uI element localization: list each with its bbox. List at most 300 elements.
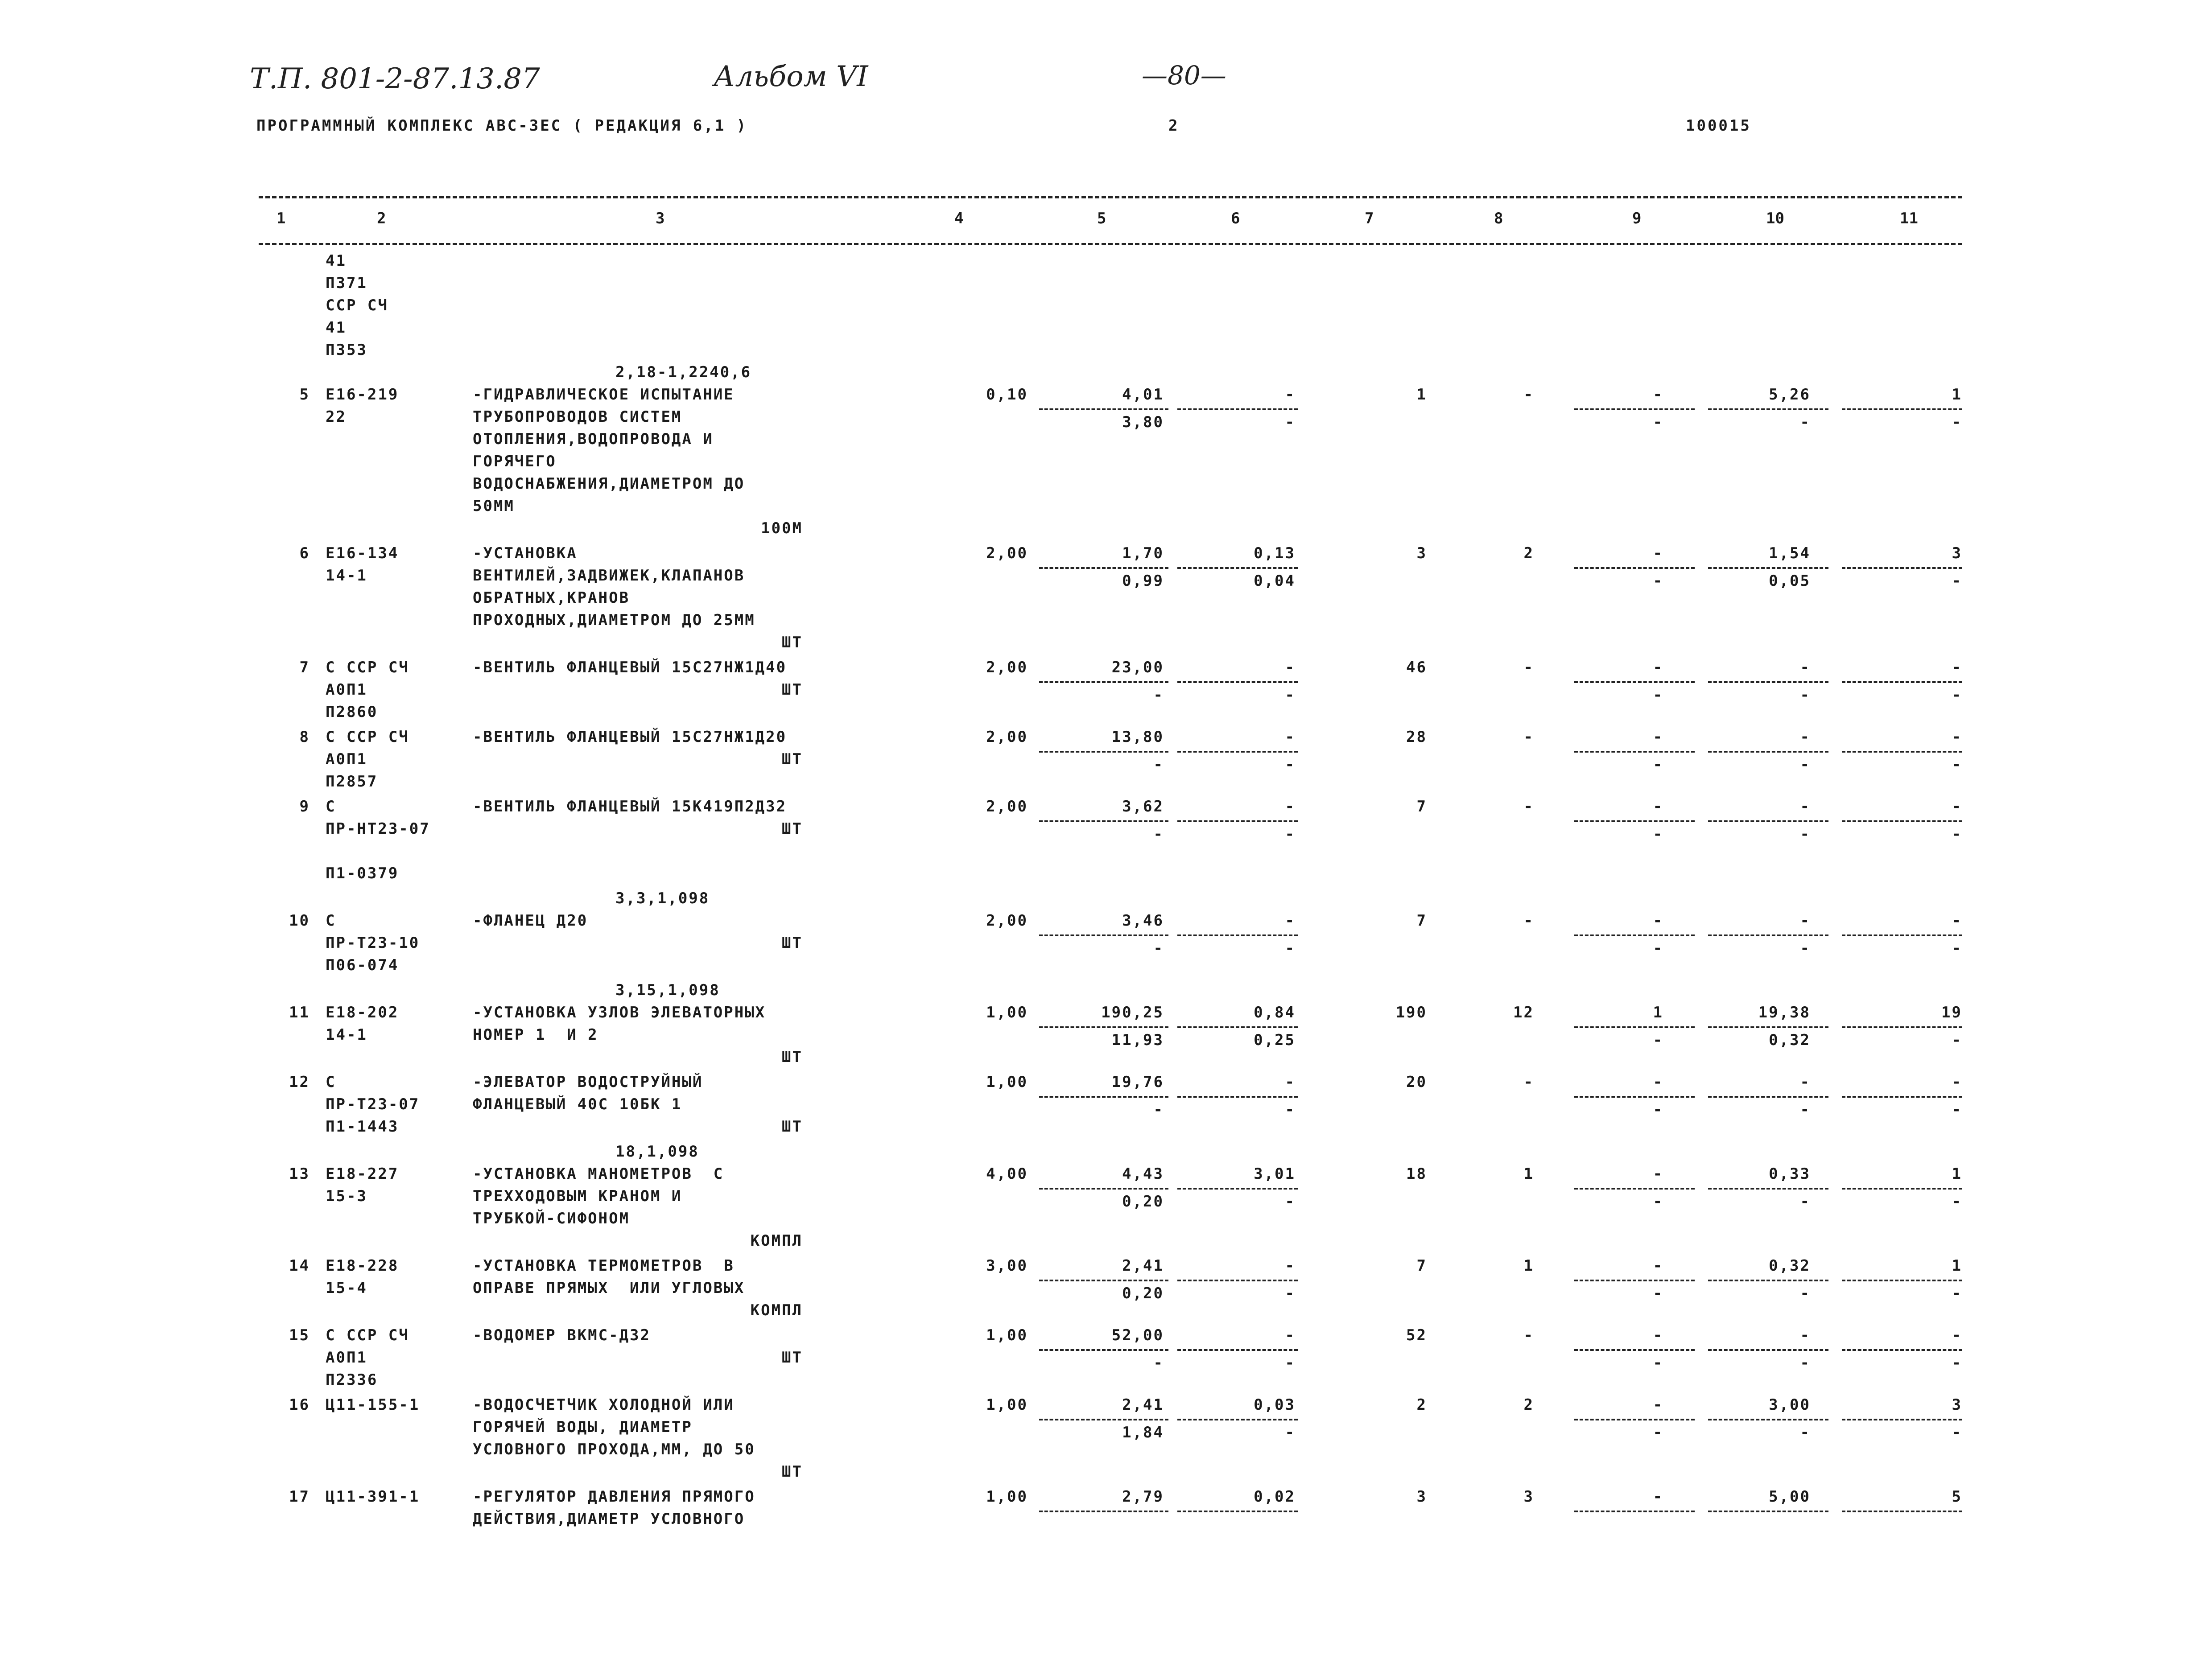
col11-value: -: [1952, 1073, 1962, 1091]
col11-value: 3: [1952, 1396, 1962, 1414]
subtotal-rule: [1177, 751, 1298, 753]
col5-secondary: 3,80: [1122, 413, 1164, 431]
col9-secondary: -: [1653, 1354, 1663, 1372]
continued-line: 41: [326, 319, 347, 337]
col9-secondary: -: [1653, 413, 1663, 431]
subtotal-rule: [1177, 1349, 1298, 1351]
col9-value: -: [1653, 544, 1663, 562]
col4-value: 1,00: [986, 1326, 1028, 1344]
subtotal-rule: [1842, 934, 1962, 936]
row-name: -УСТАНОВКА: [473, 544, 578, 562]
col7-value: 7: [1416, 798, 1427, 815]
subtotal-rule: [1574, 820, 1695, 822]
col8-value: -: [1523, 798, 1534, 815]
row-code: Е16-219: [326, 386, 399, 403]
row-code: П2860: [326, 703, 378, 721]
col9-secondary: -: [1653, 939, 1663, 957]
col4-value: 1,00: [986, 1004, 1028, 1021]
row-number: 13: [289, 1165, 310, 1183]
col10-value: 5,00: [1769, 1488, 1811, 1506]
subtotal-rule: [1708, 1026, 1828, 1028]
col9-value: -: [1653, 659, 1663, 676]
col10-secondary: 0,32: [1769, 1031, 1811, 1049]
row-number: 12: [289, 1073, 310, 1091]
col9-value: -: [1653, 1073, 1663, 1091]
subtotal-rule: [1039, 820, 1168, 822]
subtotal-rule: [1842, 567, 1962, 569]
row-name: УСЛОВНОГО ПРОХОДА,ММ, ДО 50: [473, 1441, 755, 1458]
col6-secondary: -: [1285, 825, 1296, 843]
col7-value: 46: [1406, 659, 1427, 676]
subtotal-rule: [1574, 408, 1695, 410]
col10-value: -: [1800, 1326, 1811, 1344]
col10-value: -: [1800, 728, 1811, 746]
subtotal-rule: [1574, 567, 1695, 569]
subtotal-rule: [1842, 820, 1962, 822]
col8-value: 2: [1523, 1396, 1534, 1414]
col9-secondary: -: [1653, 686, 1663, 704]
col10-value: -: [1800, 912, 1811, 930]
subtotal-rule: [1177, 1511, 1298, 1512]
col6-secondary: -: [1285, 1284, 1296, 1302]
header-bottom-rule: [259, 243, 1962, 245]
col9-secondary: -: [1653, 1284, 1663, 1302]
row-code: П1-1443: [326, 1118, 399, 1136]
subtotal-rule: [1177, 1188, 1298, 1190]
subtotal-rule: [1842, 1026, 1962, 1028]
row-code: Ц11-155-1: [326, 1396, 420, 1414]
col-6: 6: [1231, 210, 1240, 227]
col5-secondary: 0,20: [1122, 1193, 1164, 1210]
col4-value: 1,00: [986, 1488, 1028, 1506]
row-name: -ЭЛЕВАТОР ВОДОСТРУЙНЫЙ: [473, 1073, 703, 1091]
col9-value: -: [1653, 1396, 1663, 1414]
col5-secondary: -: [1153, 1354, 1164, 1372]
row-name: ВЕНТИЛЕЙ,ЗАДВИЖЕК,КЛАПАНОВ: [473, 567, 745, 585]
row-name: -ВОДОСЧЕТЧИК ХОЛОДНОЙ ИЛИ: [473, 1396, 735, 1414]
col7-value: 3: [1416, 544, 1427, 562]
row-code: С: [326, 798, 336, 815]
subtotal-rule: [1039, 934, 1168, 936]
col10-value: -: [1800, 659, 1811, 676]
row-code: ПР-Т23-07: [326, 1095, 420, 1113]
col9-value: -: [1653, 1326, 1663, 1344]
row-code: Е16-134: [326, 544, 399, 562]
col4-value: 2,00: [986, 544, 1028, 562]
row-code: А0П1: [326, 750, 367, 768]
subtotal-rule: [1177, 1096, 1298, 1098]
col6-secondary: 0,04: [1254, 572, 1296, 590]
col4-value: 3,00: [986, 1257, 1028, 1275]
row-number: 8: [299, 728, 310, 746]
row-code: А0П1: [326, 681, 367, 699]
subtotal-rule: [1708, 934, 1828, 936]
col11-value: 1: [1952, 386, 1962, 403]
col6-secondary: -: [1285, 1424, 1296, 1441]
subtotal-rule: [1039, 1280, 1168, 1281]
col11-value: 1: [1952, 1165, 1962, 1183]
subtotal-rule: [1177, 1026, 1298, 1028]
col11-secondary: -: [1952, 756, 1962, 774]
row-code: Е18-228: [326, 1257, 399, 1275]
header-top-rule: [259, 196, 1962, 198]
row-formula: 3,15,1,098: [615, 981, 720, 999]
row-name: -ВОДОМЕР ВКМС-Д32: [473, 1326, 651, 1344]
subtotal-rule: [1842, 681, 1962, 683]
col9-value: -: [1653, 912, 1663, 930]
col7-value: 3: [1416, 1488, 1427, 1506]
row-name: -УСТАНОВКА МАНОМЕТРОВ С: [473, 1165, 724, 1183]
row-code: С ССР СЧ: [326, 659, 409, 676]
col10-secondary: -: [1800, 1101, 1811, 1119]
row-number: 15: [289, 1326, 310, 1344]
col-5: 5: [1097, 210, 1106, 227]
row-number: 10: [289, 912, 310, 930]
col4-value: 2,00: [986, 728, 1028, 746]
col6-value: -: [1285, 912, 1296, 930]
col4-value: 2,00: [986, 798, 1028, 815]
col7-value: 18: [1406, 1165, 1427, 1183]
subtotal-rule: [1842, 1188, 1962, 1190]
col5-value: 190,25: [1101, 1004, 1164, 1021]
col11-secondary: -: [1952, 1193, 1962, 1210]
col4-value: 1,00: [986, 1396, 1028, 1414]
row-name: ОБРАТНЫХ,КРАНОВ: [473, 589, 630, 607]
col10-secondary: -: [1800, 939, 1811, 957]
col7-value: 7: [1416, 912, 1427, 930]
subtotal-rule: [1708, 1349, 1828, 1351]
col6-value: -: [1285, 728, 1296, 746]
row-name: -ВЕНТИЛЬ ФЛАНЦЕВЫЙ 15К419П2Д32: [473, 798, 787, 815]
page-number: —80—: [1142, 60, 1226, 91]
col10-secondary: -: [1800, 1193, 1811, 1210]
col6-secondary: 0,25: [1254, 1031, 1296, 1049]
col-8: 8: [1494, 210, 1503, 227]
subtotal-rule: [1574, 1188, 1695, 1190]
col-3: 3: [656, 210, 665, 227]
row-code: С: [326, 1073, 336, 1091]
col5-value: 2,41: [1122, 1257, 1164, 1275]
row-code: 14-1: [326, 1026, 367, 1044]
row-name: ТРУБКОЙ-СИФОНОМ: [473, 1210, 630, 1227]
row-number: 14: [289, 1257, 310, 1275]
row-number: 11: [289, 1004, 310, 1021]
col8-value: -: [1523, 728, 1534, 746]
subtotal-rule: [1708, 751, 1828, 753]
row-number: 16: [289, 1396, 310, 1414]
subtotal-rule: [1574, 681, 1695, 683]
continued-line: ССР СЧ: [326, 296, 388, 314]
subtotal-rule: [1842, 408, 1962, 410]
col6-value: 0,03: [1254, 1396, 1296, 1414]
row-name: -УСТАНОВКА ТЕРМОМЕТРОВ В: [473, 1257, 735, 1275]
col4-value: 1,00: [986, 1073, 1028, 1091]
col5-value: 19,76: [1111, 1073, 1164, 1091]
col11-secondary: -: [1952, 1101, 1962, 1119]
col11-secondary: -: [1952, 1031, 1962, 1049]
col6-value: -: [1285, 1257, 1296, 1275]
col7-value: 190: [1395, 1004, 1427, 1021]
col11-value: -: [1952, 912, 1962, 930]
col5-value: 23,00: [1111, 659, 1164, 676]
col8-value: -: [1523, 1073, 1534, 1091]
row-code: Е18-202: [326, 1004, 399, 1021]
row-unit: ШТ: [782, 750, 803, 768]
col6-value: -: [1285, 1073, 1296, 1091]
col10-secondary: -: [1800, 1284, 1811, 1302]
continued-line: П371: [326, 274, 367, 292]
col11-secondary: -: [1952, 413, 1962, 431]
col7-value: 7: [1416, 1257, 1427, 1275]
col9-value: 1: [1653, 1004, 1663, 1021]
col4-value: 2,00: [986, 659, 1028, 676]
row-unit: ШТ: [782, 934, 803, 952]
col4-value: 4,00: [986, 1165, 1028, 1183]
row-formula: 2,18-1,2240,6: [615, 363, 752, 381]
row-unit: КОМПЛ: [750, 1301, 803, 1319]
row-code: 15-4: [326, 1279, 367, 1297]
subtotal-rule: [1574, 934, 1695, 936]
row-name: НОМЕР 1 И 2: [473, 1026, 598, 1044]
col10-secondary: 0,05: [1769, 572, 1811, 590]
document-id: 100015: [1686, 117, 1751, 135]
col-2: 2: [377, 210, 386, 227]
subtotal-rule: [1177, 681, 1298, 683]
row-name: ПРОХОДНЫХ,ДИАМЕТРОМ ДО 25ММ: [473, 611, 755, 629]
subtotal-rule: [1177, 934, 1298, 936]
col8-value: 1: [1523, 1165, 1534, 1183]
row-code: ПР-НТ23-07: [326, 820, 430, 838]
row-name: -ВЕНТИЛЬ ФЛАНЦЕВЫЙ 15С27НЖ1Д40: [473, 659, 787, 676]
subtotal-rule: [1574, 1026, 1695, 1028]
row-code: П2857: [326, 773, 378, 790]
col11-secondary: -: [1952, 1424, 1962, 1441]
row-name: ОПРАВЕ ПРЯМЫХ ИЛИ УГЛОВЫХ: [473, 1279, 745, 1297]
col-4: 4: [954, 210, 964, 227]
subtotal-rule: [1842, 1096, 1962, 1098]
subtotal-rule: [1708, 567, 1828, 569]
col10-value: 3,00: [1769, 1396, 1811, 1414]
subtotal-rule: [1708, 1280, 1828, 1281]
col-10: 10: [1766, 210, 1784, 227]
col10-value: 19,38: [1758, 1004, 1811, 1021]
row-number: 17: [289, 1488, 310, 1506]
col11-secondary: -: [1952, 572, 1962, 590]
row-name: ГОРЯЧЕЙ ВОДЫ, ДИАМЕТР: [473, 1418, 693, 1436]
subtotal-rule: [1708, 681, 1828, 683]
col11-secondary: -: [1952, 1284, 1962, 1302]
subtotal-rule: [1842, 1511, 1962, 1512]
subtotal-rule: [1574, 1511, 1695, 1512]
col8-value: -: [1523, 912, 1534, 930]
continued-line: 41: [326, 252, 347, 270]
row-code: С: [326, 912, 336, 930]
subtotal-rule: [1842, 1349, 1962, 1351]
col10-value: 1,54: [1769, 544, 1811, 562]
col9-value: -: [1653, 728, 1663, 746]
subtotal-rule: [1708, 820, 1828, 822]
col6-value: 0,84: [1254, 1004, 1296, 1021]
col9-secondary: -: [1653, 1193, 1663, 1210]
subtotal-rule: [1708, 1511, 1828, 1512]
col5-value: 3,46: [1122, 912, 1164, 930]
col8-value: 12: [1513, 1004, 1534, 1021]
col6-secondary: -: [1285, 686, 1296, 704]
col9-value: -: [1653, 386, 1663, 403]
row-name: -ГИДРАВЛИЧЕСКОЕ ИСПЫТАНИЕ: [473, 386, 735, 403]
row-unit: ШТ: [782, 1048, 803, 1066]
row-name: ОТОПЛЕНИЯ,ВОДОПРОВОДА И: [473, 430, 714, 448]
subtotal-rule: [1039, 1419, 1168, 1420]
subtotal-rule: [1039, 1511, 1168, 1512]
col11-value: 3: [1952, 544, 1962, 562]
col6-secondary: -: [1285, 413, 1296, 431]
col11-value: -: [1952, 659, 1962, 676]
col10-value: 5,26: [1769, 386, 1811, 403]
row-code: А0П1: [326, 1349, 367, 1367]
col9-value: -: [1653, 1488, 1663, 1506]
col5-value: 4,43: [1122, 1165, 1164, 1183]
subtotal-rule: [1842, 1419, 1962, 1420]
col5-value: 3,62: [1122, 798, 1164, 815]
col11-value: 5: [1952, 1488, 1962, 1506]
col-9: 9: [1632, 210, 1642, 227]
row-code: С ССР СЧ: [326, 728, 409, 746]
subtotal-rule: [1039, 681, 1168, 683]
col9-secondary: -: [1653, 572, 1663, 590]
row-name: ГОРЯЧЕГО: [473, 453, 557, 470]
col10-secondary: -: [1800, 1424, 1811, 1441]
row-name: 50ММ: [473, 497, 515, 515]
col7-value: 28: [1406, 728, 1427, 746]
col6-secondary: -: [1285, 1193, 1296, 1210]
row-unit: ШТ: [782, 1349, 803, 1367]
col5-secondary: 1,84: [1122, 1424, 1164, 1441]
col6-value: -: [1285, 798, 1296, 815]
row-code: С ССР СЧ: [326, 1326, 409, 1344]
row-code: П1-0379: [326, 864, 399, 882]
col10-secondary: -: [1800, 756, 1811, 774]
subtotal-rule: [1039, 751, 1168, 753]
row-unit: ШТ: [782, 1463, 803, 1481]
col-7: 7: [1365, 210, 1374, 227]
col7-value: 2: [1416, 1396, 1427, 1414]
col11-value: -: [1952, 1326, 1962, 1344]
row-code: 22: [326, 408, 347, 426]
col10-secondary: -: [1800, 413, 1811, 431]
document-code: Т.П. 801-2-87.13.87: [250, 62, 540, 95]
row-number: 7: [299, 659, 310, 676]
col5-value: 1,70: [1122, 544, 1164, 562]
row-code: Е18-227: [326, 1165, 399, 1183]
col10-secondary: -: [1800, 686, 1811, 704]
col6-secondary: -: [1285, 939, 1296, 957]
subtotal-rule: [1574, 1096, 1695, 1098]
col6-value: -: [1285, 1326, 1296, 1344]
col9-value: -: [1653, 1257, 1663, 1275]
row-number: 9: [299, 798, 310, 815]
col11-secondary: -: [1952, 939, 1962, 957]
row-code: 14-1: [326, 567, 367, 585]
col4-value: 0,10: [986, 386, 1028, 403]
col8-value: 2: [1523, 544, 1534, 562]
col5-value: 13,80: [1111, 728, 1164, 746]
col6-secondary: -: [1285, 756, 1296, 774]
col6-value: 3,01: [1254, 1165, 1296, 1183]
col11-value: -: [1952, 728, 1962, 746]
row-unit: ШТ: [782, 820, 803, 838]
col8-value: -: [1523, 1326, 1534, 1344]
subtotal-rule: [1574, 1349, 1695, 1351]
col6-value: -: [1285, 386, 1296, 403]
col10-value: -: [1800, 1073, 1811, 1091]
col8-value: -: [1523, 659, 1534, 676]
col7-value: 52: [1406, 1326, 1427, 1344]
album-title: Альбом VI: [714, 60, 868, 93]
col9-value: -: [1653, 798, 1663, 815]
subtotal-rule: [1842, 1280, 1962, 1281]
col5-secondary: 0,99: [1122, 572, 1164, 590]
subtotal-rule: [1039, 408, 1168, 410]
subtotal-rule: [1574, 1280, 1695, 1281]
col9-secondary: -: [1653, 1031, 1663, 1049]
row-name: ДЕЙСТВИЯ,ДИАМЕТР УСЛОВНОГО: [473, 1510, 745, 1528]
row-code: П2336: [326, 1371, 378, 1389]
col11-value: -: [1952, 798, 1962, 815]
subtotal-rule: [1039, 567, 1168, 569]
col10-value: 0,32: [1769, 1257, 1811, 1275]
subtotal-rule: [1039, 1349, 1168, 1351]
continued-line: П353: [326, 341, 367, 359]
row-unit: ШТ: [782, 634, 803, 651]
program-title: ПРОГРАММНЫЙ КОМПЛЕКС АВС-3ЕС ( РЕДАКЦИЯ 6,1 ): [256, 117, 748, 135]
subtotal-rule: [1708, 1188, 1828, 1190]
subtotal-rule: [1708, 408, 1828, 410]
row-unit: ШТ: [782, 1118, 803, 1136]
col10-secondary: -: [1800, 825, 1811, 843]
col6-value: 0,02: [1254, 1488, 1296, 1506]
col5-secondary: -: [1153, 756, 1164, 774]
row-unit: ШТ: [782, 681, 803, 699]
row-name: ВОДОСНАБЖЕНИЯ,ДИАМЕТРОМ ДО: [473, 475, 745, 493]
col9-secondary: -: [1653, 1101, 1663, 1119]
subtotal-rule: [1039, 1096, 1168, 1098]
col6-value: -: [1285, 659, 1296, 676]
col10-value: 0,33: [1769, 1165, 1811, 1183]
row-number: 6: [299, 544, 310, 562]
col6-secondary: -: [1285, 1354, 1296, 1372]
col7-value: 1: [1416, 386, 1427, 403]
col11-value: 19: [1941, 1004, 1962, 1021]
subtotal-rule: [1177, 820, 1298, 822]
row-code: Ц11-391-1: [326, 1488, 420, 1506]
subtotal-rule: [1574, 751, 1695, 753]
col8-value: 1: [1523, 1257, 1534, 1275]
subtotal-rule: [1574, 1419, 1695, 1420]
col4-value: 2,00: [986, 912, 1028, 930]
col5-value: 4,01: [1122, 386, 1164, 403]
subtotal-rule: [1177, 1419, 1298, 1420]
subtotal-rule: [1842, 751, 1962, 753]
row-name: -РЕГУЛЯТОР ДАВЛЕНИЯ ПРЯМОГО: [473, 1488, 755, 1506]
row-name: ФЛАНЦЕВЫЙ 40С 10БК 1: [473, 1095, 682, 1113]
row-formula: 3,3,1,098: [615, 889, 710, 907]
col5-value: 2,41: [1122, 1396, 1164, 1414]
col5-value: 2,79: [1122, 1488, 1164, 1506]
col5-secondary: 11,93: [1111, 1031, 1164, 1049]
col6-secondary: -: [1285, 1101, 1296, 1119]
col9-secondary: -: [1653, 1424, 1663, 1441]
